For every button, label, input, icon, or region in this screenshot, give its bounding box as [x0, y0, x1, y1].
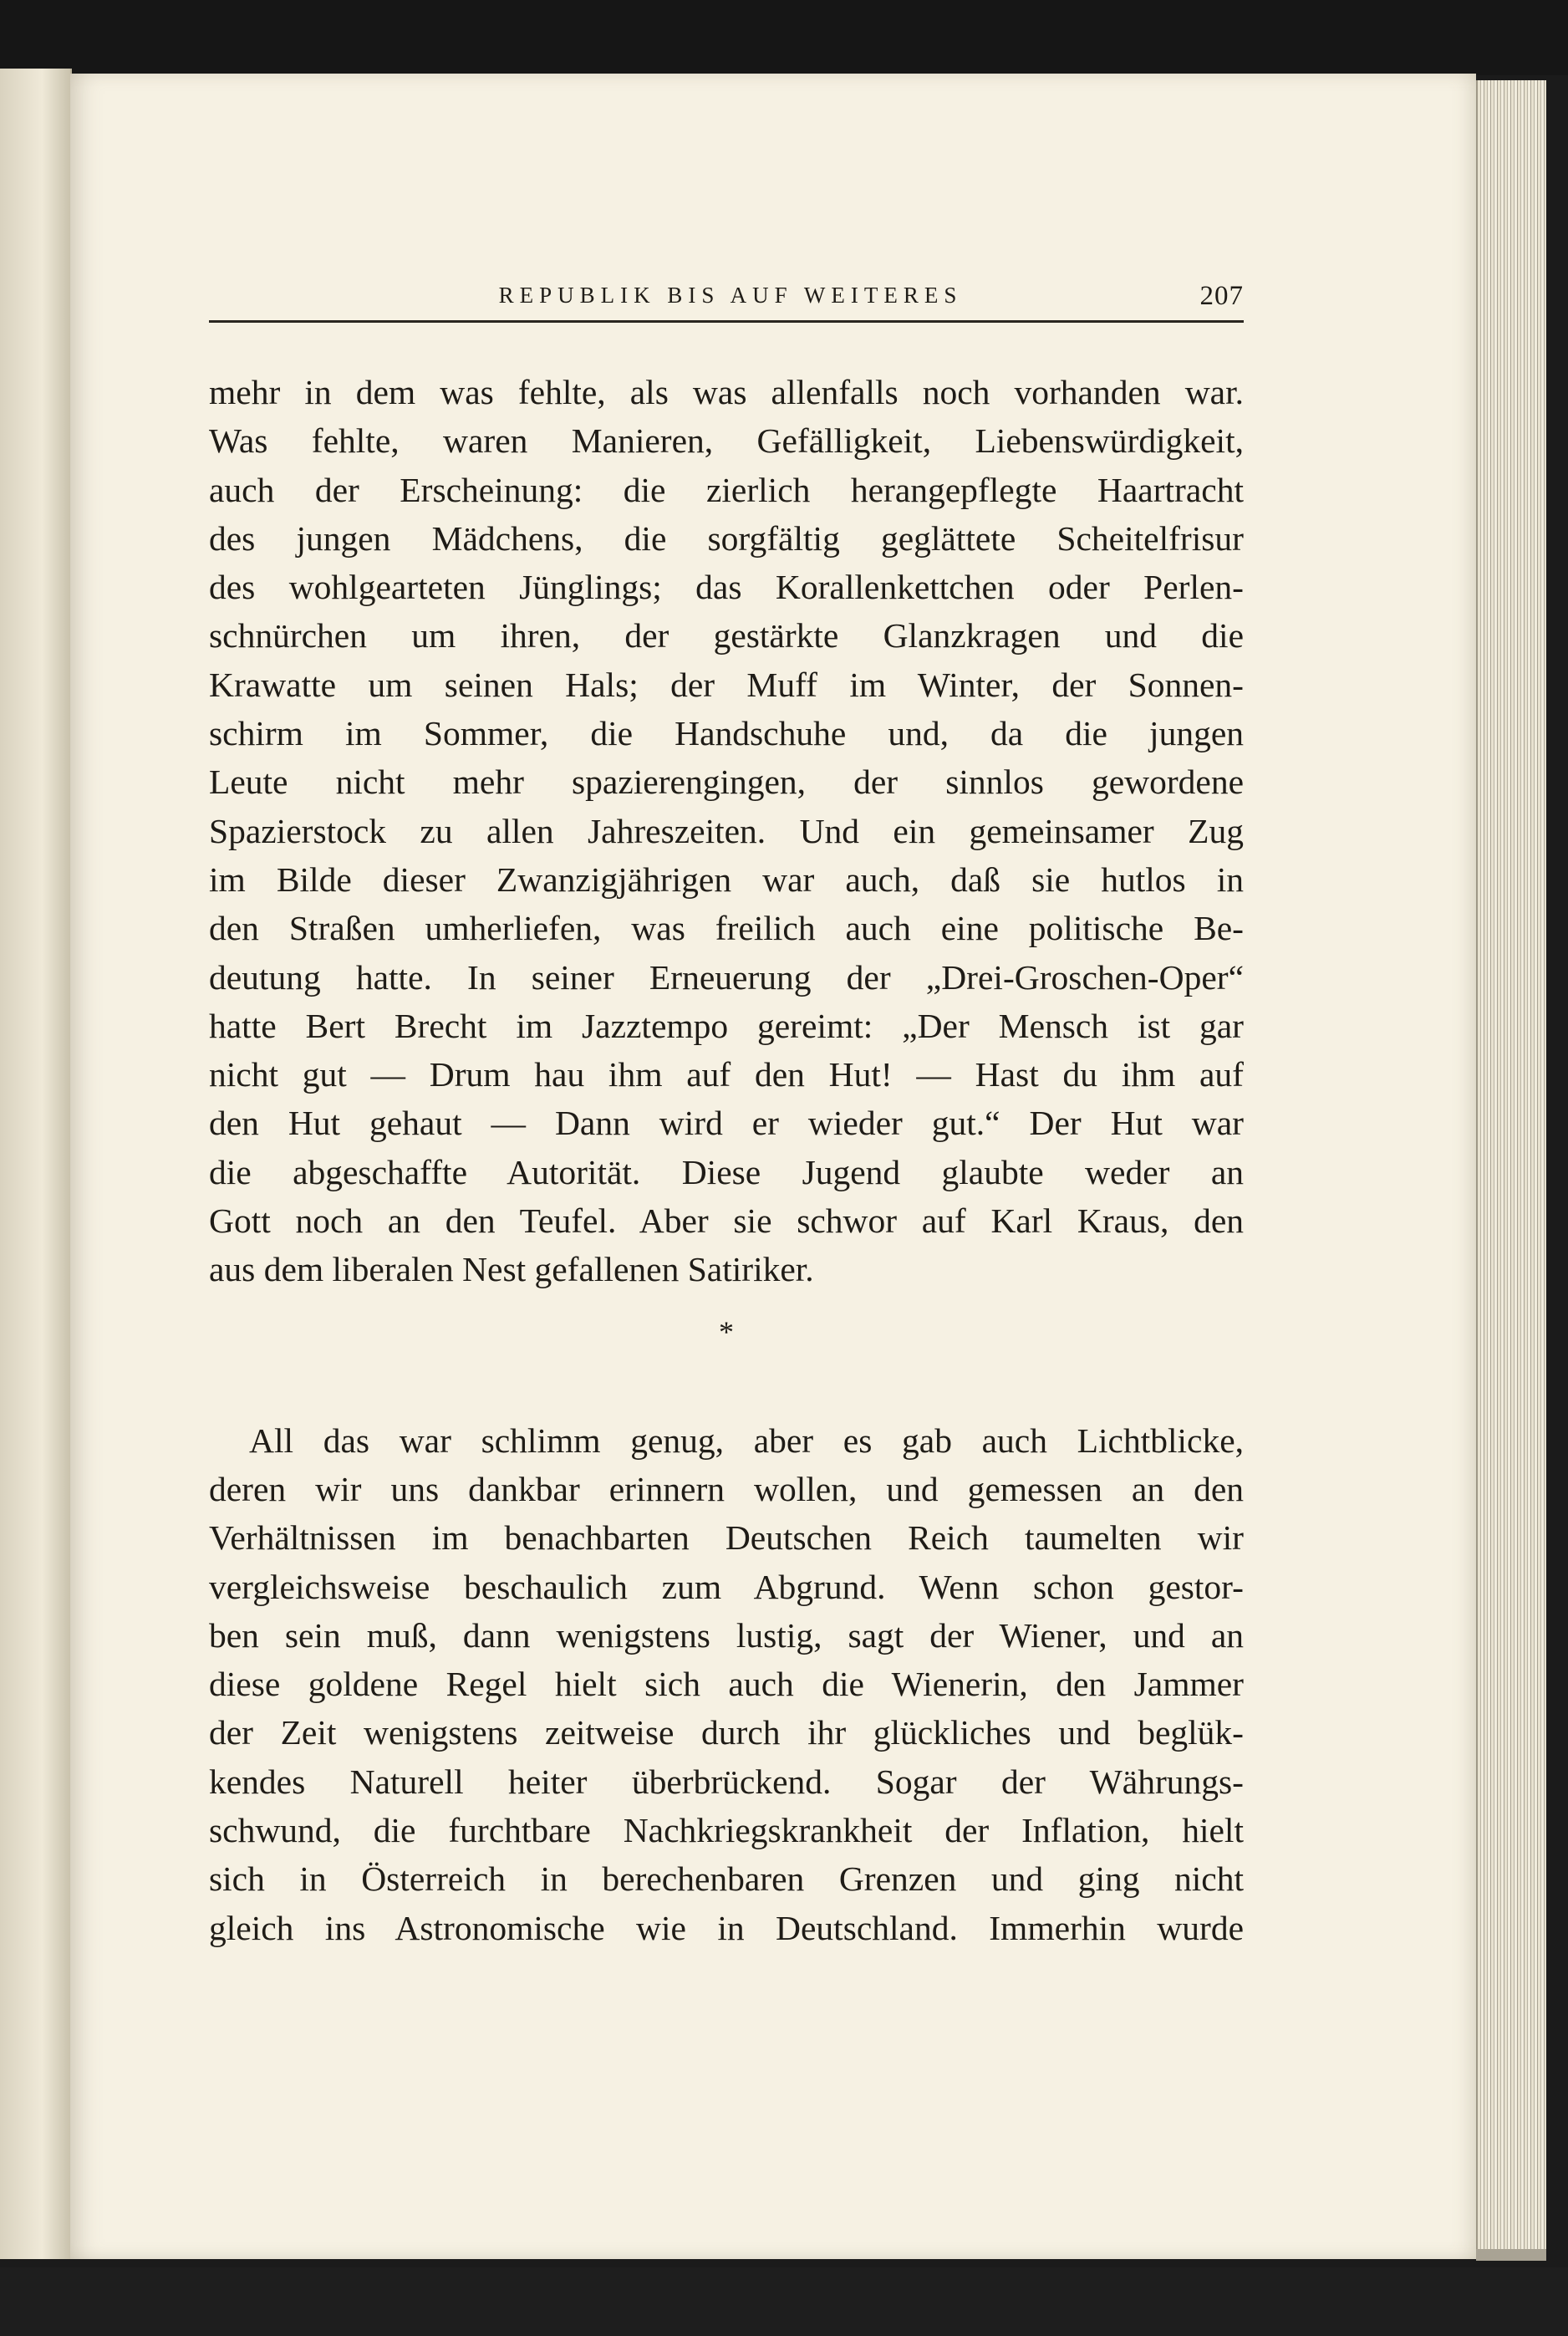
page-number: 207 [1199, 281, 1244, 311]
text-line: Spazierstock zu allen Jahreszeiten. Und ein gemeinsamer Zug [209, 811, 1244, 850]
text-line: diese goldene Regel hielt sich auch die Wienerin, den Jammer [209, 1665, 1244, 1704]
paragraph-1 [209, 368, 1244, 1294]
text-line: der Zeit wenigstens zeitweise durch ihr glückliches und beglük- [209, 1713, 1244, 1752]
text-line: den Straßen umherliefen, was freilich auch eine politische Be- [209, 909, 1244, 948]
text-line: aus dem liberalen Nest gefallenen Satiriker. [209, 1250, 814, 1289]
body-text [209, 368, 1244, 1952]
scan-background-top [0, 0, 1568, 75]
text-line: schnürchen um ihren, der gestärkte Glanzkragen und die [209, 616, 1244, 655]
text-line: die abgeschaffte Autorität. Diese Jugend glaubte weder an [209, 1152, 1244, 1191]
page-block-edge-bottom [1476, 2249, 1546, 2261]
text-line: All das war schlimm genug, aber es gab auch Lichtblicke, [249, 1420, 1244, 1460]
text-line: Verhältnissen im benachbarten Deutschen Reich taumelten wir [209, 1518, 1244, 1558]
header-rule [209, 320, 1244, 323]
text-line: kendes Naturell heiter überbrückend. Sogar der Währungs- [209, 1762, 1244, 1801]
text-line: deutung hatte. In seiner Erneuerung der „Drei-Groschen-Oper“ [209, 957, 1244, 997]
text-line: Was fehlte, waren Manieren, Gefälligkeit, Liebenswürdigkeit, [209, 421, 1244, 461]
text-line: auch der Erscheinung: die zierlich herangepflegte Haartracht [209, 470, 1244, 509]
left-page-edge [0, 69, 72, 2259]
page-block-edge [1476, 80, 1546, 2259]
text-line: ben sein muß, dann wenigstens lustig, sagt der Wiener, und an [209, 1615, 1244, 1655]
text-line: deren wir uns dankbar erinnern wollen, und gemessen an den [209, 1469, 1244, 1508]
paragraph-2 [209, 1416, 1244, 1952]
text-line: mehr in dem was fehlte, als was allenfalls noch vorhanden war. [209, 373, 1244, 411]
text-line: vergleichsweise beschaulich zum Abgrund. Wenn schon gestor- [209, 1567, 1244, 1606]
text-line: schirm im Sommer, die Handschuhe und, da die jungen [209, 714, 1244, 753]
text-line: Leute nicht mehr spazierengingen, der sinnlos gewordene [209, 763, 1244, 802]
text-line: sich in Österreich in berechenbaren Grenzen und ging nicht [209, 1859, 1244, 1899]
text-line: den Hut gehaut — Dann wird er wieder gut.“ Der Hut war [209, 1104, 1244, 1143]
text-line: Gott noch an den Teufel. Aber sie schwor auf Karl Kraus, den [209, 1201, 1244, 1241]
running-header [209, 283, 1244, 318]
running-title: REPUBLIK BIS AUF WEITERES [498, 283, 963, 308]
text-line: schwund, die furchtbare Nachkriegskrankheit der Inflation, hielt [209, 1811, 1244, 1850]
text-line: hatte Bert Brecht im Jazztempo gereimt: „Der Mensch ist gar [209, 1006, 1244, 1045]
text-line: nicht gut — Drum hau ihm auf den Hut! — Hast du ihm auf [209, 1055, 1244, 1094]
text-line: gleich ins Astronomische wie in Deutschland. Immerhin wurde [209, 1908, 1244, 1947]
scan-background-bottom [0, 2267, 1568, 2336]
text-line: im Bilde dieser Zwanzigjährigen war auch, daß sie hutlos in [209, 859, 1244, 899]
text-line: des wohlgearteten Jünglings; das Korallenkettchen oder Perlen- [209, 568, 1244, 607]
text-line: des jungen Mädchens, die sorgfältig geglättete Scheitelfrisur [209, 518, 1244, 558]
text-line: Krawatte um seinen Hals; der Muff im Winter, der Sonnen- [209, 665, 1244, 704]
section-break-asterisk: * [719, 1314, 734, 1349]
